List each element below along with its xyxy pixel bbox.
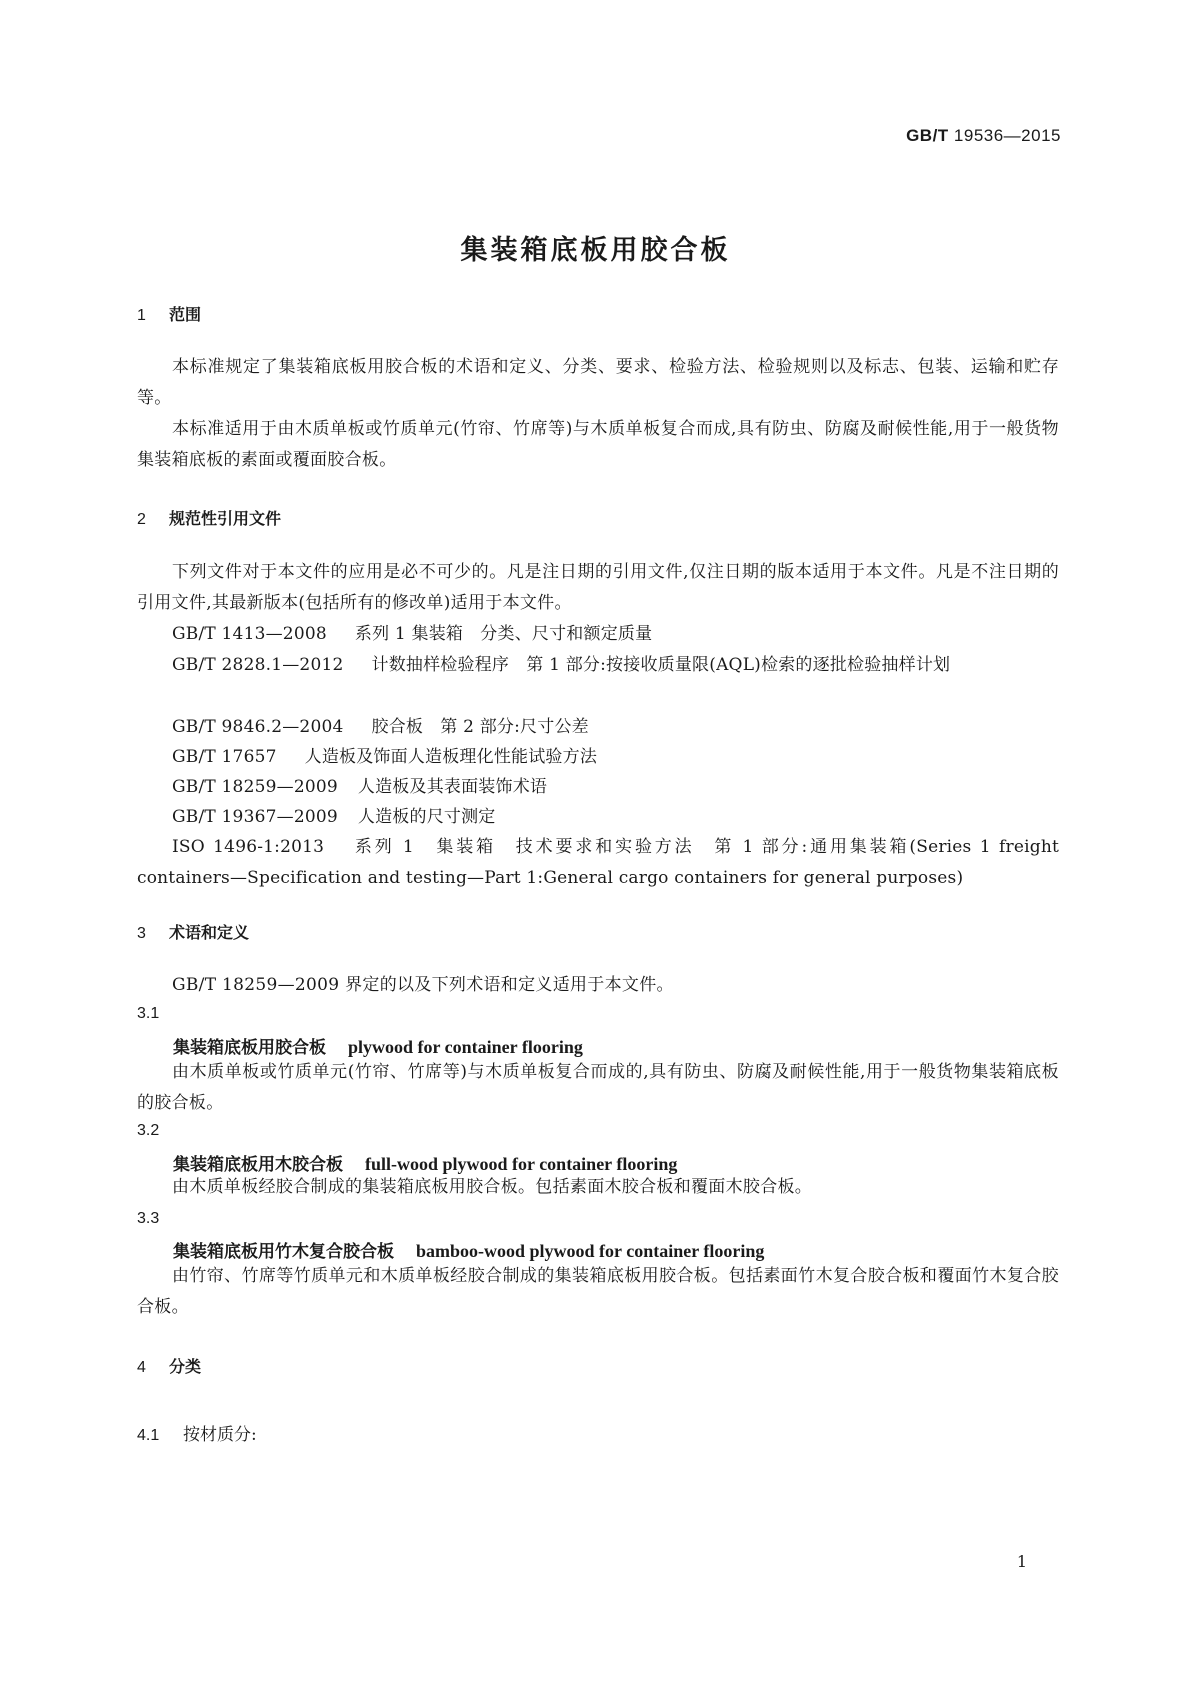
reference-item: [137, 619, 1059, 650]
term-chinese: 集装箱底板用木胶合板: [173, 1155, 343, 1175]
document-title: 集装箱底板用胶合板: [460, 235, 731, 266]
reference-item: [137, 650, 1059, 681]
subsection-4-1: [137, 1420, 257, 1445]
page-number: 1: [1016, 1552, 1027, 1571]
reference-item: [137, 712, 1059, 743]
term-heading: [173, 1237, 764, 1262]
term-chinese: 集装箱底板用竹木复合胶合板: [173, 1242, 394, 1262]
standard-code: 19536—2015: [953, 126, 1061, 145]
term-number: 3.2: [137, 1122, 160, 1139]
term-definition: 由木质单板经胶合制成的集装箱底板用胶合板。包括素面木胶合板和覆面木胶合板。: [172, 1177, 813, 1197]
section-2-heading: [137, 506, 281, 529]
reference-code: ISO 1496-1:2013: [172, 837, 325, 857]
section-1-paragraph-2: 本标准适用于由木质单板或竹质单元(竹帘、竹席等)与木质单板复合而成,具有防虫、防腐及耐候性能,用于一般货物集装箱底板的素面或覆面胶合板。: [137, 419, 1059, 470]
subsection-text: 按材质分:: [183, 1425, 257, 1445]
section-title: 分类: [169, 1357, 202, 1376]
reference-title: 人造板的尺寸测定: [357, 807, 496, 827]
section-title: 范围: [169, 305, 202, 324]
reference-item: [137, 742, 1059, 773]
reference-item: [137, 832, 1059, 894]
term-number: 3.1: [137, 1005, 160, 1022]
reference-title: 系列 1 集装箱 分类、尺寸和额定质量: [354, 624, 653, 644]
term-definition: 由木质单板或竹质单元(竹帘、竹席等)与木质单板复合而成的,具有防虫、防腐及耐候性能,用于一般货物集装箱底板的胶合板。: [137, 1062, 1059, 1113]
standard-prefix: GB/T: [906, 126, 949, 145]
reference-title: 人造板及饰面人造板理化性能试验方法: [304, 747, 598, 767]
term-chinese: 集装箱底板用胶合板: [173, 1038, 326, 1058]
term-english: plywood for container flooring: [348, 1037, 583, 1057]
reference-code: GB/T 18259—2009: [172, 777, 338, 797]
section-1-heading: [137, 302, 201, 325]
reference-code: GB/T 19367—2009: [172, 807, 338, 827]
section-4-heading: [137, 1354, 201, 1377]
reference-code: GB/T 1413—2008: [172, 624, 327, 644]
section-number: 1: [137, 307, 146, 324]
section-title: 规范性引用文件: [169, 509, 282, 528]
reference-code: GB/T 9846.2—2004: [172, 717, 344, 737]
reference-item: [137, 772, 1059, 803]
term-heading: [173, 1033, 583, 1058]
reference-title: 计数抽样检验程序 第 1 部分:按接收质量限(AQL)检索的逐批检验抽样计划: [371, 655, 951, 675]
term-english: bamboo-wood plywood for container flooring: [416, 1241, 765, 1261]
reference-title: 胶合板 第 2 部分:尺寸公差: [371, 717, 589, 737]
term-number: 3.3: [137, 1210, 160, 1227]
section-2-intro: 下列文件对于本文件的应用是必不可少的。凡是注日期的引用文件,仅注日期的版本适用于本文件。凡是不注日期的引用文件,其最新版本(包括所有的修改单)适用于本文件。: [137, 562, 1059, 613]
section-number: 2: [137, 511, 146, 528]
section-3-heading: [137, 920, 249, 943]
reference-item: [137, 802, 1059, 833]
section-3-intro: GB/T 18259—2009 界定的以及下列术语和定义适用于本文件。: [172, 975, 674, 995]
subsection-number: 4.1: [137, 1427, 160, 1444]
term-definition: 由竹帘、竹席等竹质单元和木质单板经胶合制成的集装箱底板用胶合板。包括素面竹木复合胶合板和覆面竹木复合胶合板。: [137, 1266, 1059, 1317]
standard-number: [906, 126, 1061, 146]
section-number: 4: [137, 1359, 146, 1376]
section-number: 3: [137, 925, 146, 942]
section-1-paragraph-1: 本标准规定了集装箱底板用胶合板的术语和定义、分类、要求、检验方法、检验规则以及标志、包装、运输和贮存等。: [137, 357, 1059, 408]
reference-title: 系列 1 集装箱 技术要求和实验方法 第 1 部分:通用集装箱(Series 1 freight containers—Specification and testing—Part 1:General cargo containers for general purposes): [137, 837, 1059, 888]
reference-title: 人造板及其表面装饰术语: [357, 777, 548, 797]
reference-code: GB/T 2828.1—2012: [172, 655, 344, 675]
term-english: full-wood plywood for container flooring: [365, 1154, 678, 1174]
reference-code: GB/T 17657: [172, 747, 277, 767]
section-title: 术语和定义: [169, 923, 250, 942]
